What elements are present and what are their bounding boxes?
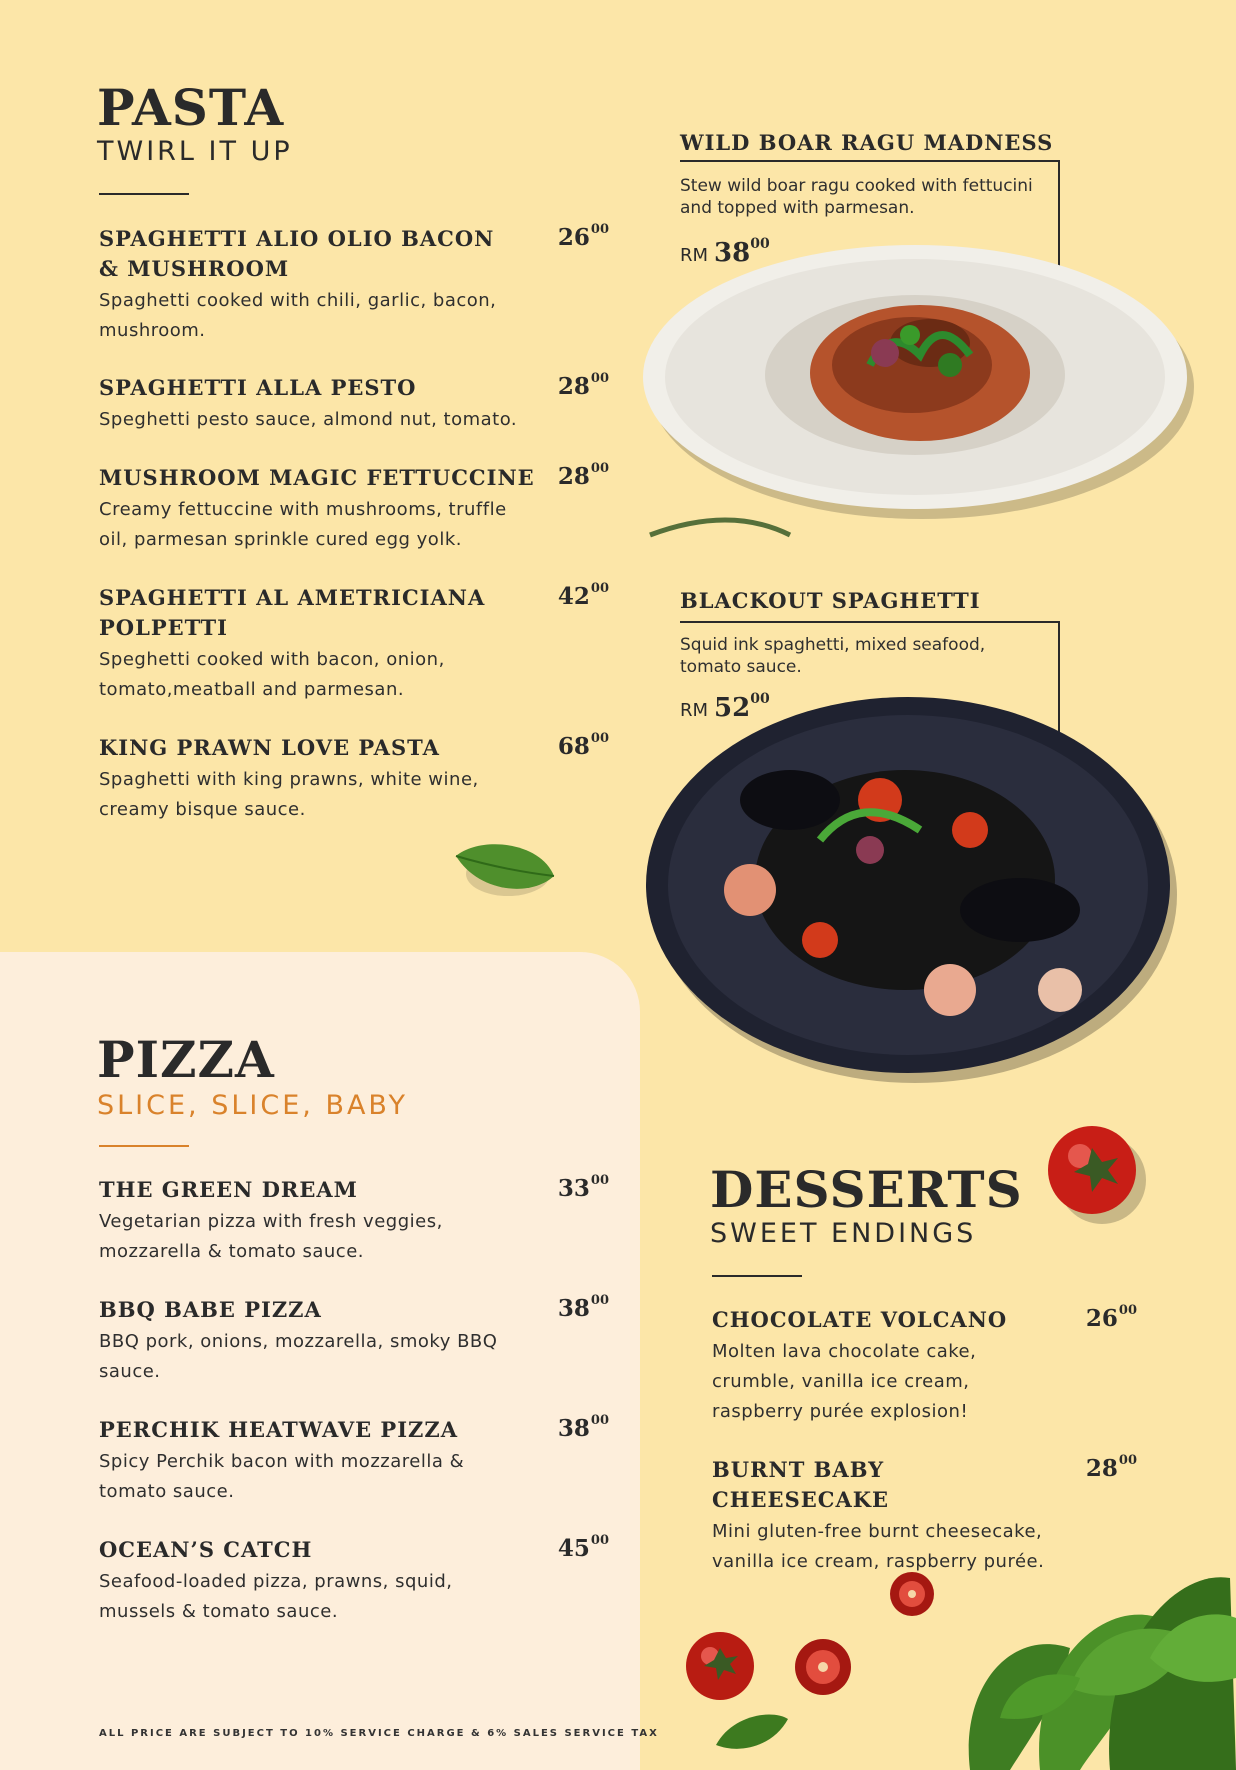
tax-note: ALL PRICE ARE SUBJECT TO 10% SERVICE CHARGE & 6% SALES SERVICE TAX: [99, 1728, 659, 1739]
item-name: OCEAN’S CATCH: [99, 1537, 313, 1562]
menu-item: [99, 733, 609, 825]
item-name: MUSHROOM MAGIC FETTUCCINE: [99, 465, 535, 490]
item-name: PERCHIK HEATWAVE PIZZA: [99, 1417, 458, 1442]
item-desc: Spaghetti cooked with chili, garlic, bacon, mushroom.: [99, 290, 497, 341]
basil-leaf-icon: [450, 836, 560, 906]
wild-boar-ragu-dish-image: [630, 245, 1200, 575]
feature-frame-line: [680, 621, 1060, 623]
item-desc: Speghetti cooked with bacon, onion, tomato,meatball and parmesan.: [99, 649, 445, 700]
menu-item: [99, 1535, 609, 1627]
item-name: SPAGHETTI ALIO OLIO BACON & MUSHROOM: [99, 226, 495, 281]
basil-bunch-icon: [950, 1538, 1236, 1770]
item-name: BURNT BABY CHEESECAKE: [712, 1457, 890, 1512]
item-desc: Creamy fettuccine with mushrooms, truffle oil, parmesan sprinkle cured egg yolk.: [99, 499, 507, 550]
item-price: $28^{00}$: [557, 461, 609, 490]
desserts-subtitle: SWEET ENDINGS: [710, 1218, 977, 1249]
item-name: CHOCOLATE VOLCANO: [712, 1307, 1008, 1332]
pizza-subtitle: SLICE, SLICE, BABY: [97, 1090, 408, 1121]
item-price: $28^{00}$: [557, 371, 609, 400]
pizza-title: PIZZA: [97, 1030, 275, 1089]
menu-item: [99, 463, 609, 555]
item-name: KING PRAWN LOVE PASTA: [99, 735, 440, 760]
desserts-divider: [712, 1275, 802, 1277]
menu-item: [99, 1175, 609, 1267]
item-desc: Vegetarian pizza with fresh veggies, mozzarella & tomato sauce.: [99, 1211, 443, 1262]
desserts-title: DESSERTS: [710, 1160, 1023, 1219]
item-name: SPAGHETTI ALLA PESTO: [99, 375, 417, 400]
item-name: SPAGHETTI AL AMETRICIANA POLPETTI: [99, 585, 486, 640]
item-price: $45^{00}$: [557, 1533, 609, 1562]
menu-item: [99, 224, 609, 346]
pasta-title: PASTA: [97, 78, 285, 137]
item-desc: Spaghetti with king prawns, white wine, creamy bisque sauce.: [99, 769, 479, 820]
item-desc: Spicy Perchik bacon with mozzarella & tomato sauce.: [99, 1451, 465, 1502]
feature-desc: Stew wild boar ragu cooked with fettucini and topped with parmesan.: [680, 176, 1033, 218]
item-price: $38^{00}$: [557, 1293, 609, 1322]
menu-item: [99, 583, 609, 705]
pasta-divider: [99, 193, 189, 195]
feature-price: RM $52^{00}$: [680, 691, 770, 723]
pizza-divider: [99, 1145, 189, 1147]
cherry-tomato-icon: [882, 1568, 942, 1620]
cherry-tomato-icon: [790, 1636, 856, 1698]
menu-item: [99, 373, 609, 435]
feature-title: BLACKOUT SPAGHETTI: [680, 588, 981, 613]
menu-item: [99, 1415, 609, 1507]
item-desc: BBQ pork, onions, mozzarella, smoky BBQ sauce.: [99, 1331, 498, 1382]
item-price: $38^{00}$: [557, 1413, 609, 1442]
item-price: $28^{00}$: [1085, 1453, 1137, 1482]
item-desc: Seafood-loaded pizza, prawns, squid, mussels & tomato sauce.: [99, 1571, 453, 1622]
item-price: $26^{00}$: [557, 222, 609, 251]
feature-price: RM $38^{00}$: [680, 236, 770, 268]
item-desc: Mini gluten-free burnt cheesecake, vanilla ice cream, raspberry purée.: [712, 1521, 1045, 1572]
item-desc: Molten lava chocolate cake, crumble, vanilla ice cream, raspberry purée explosion!: [712, 1341, 977, 1422]
menu-item: [99, 1295, 609, 1387]
item-desc: Speghetti pesto sauce, almond nut, tomato.: [99, 409, 518, 430]
basil-leaf-icon: [712, 1705, 792, 1755]
item-name: THE GREEN DREAM: [99, 1177, 358, 1202]
item-price: $26^{00}$: [1085, 1303, 1137, 1332]
menu-item: [712, 1305, 1137, 1427]
item-price: $42^{00}$: [557, 581, 609, 610]
feature-desc: Squid ink spaghetti, mixed seafood, tomato sauce.: [680, 635, 986, 677]
tomato-icon: [1040, 1118, 1150, 1228]
feature-title: WILD BOAR RAGU MADNESS: [680, 130, 1054, 155]
pasta-subtitle: TWIRL IT UP: [97, 136, 293, 167]
tomato-icon: [680, 1626, 760, 1706]
feature-frame-line: [680, 160, 1060, 162]
blackout-spaghetti-dish-image: [640, 690, 1180, 1090]
item-price: $68^{00}$: [557, 731, 609, 760]
item-name: BBQ BABE PIZZA: [99, 1297, 322, 1322]
item-price: $33^{00}$: [557, 1173, 609, 1202]
